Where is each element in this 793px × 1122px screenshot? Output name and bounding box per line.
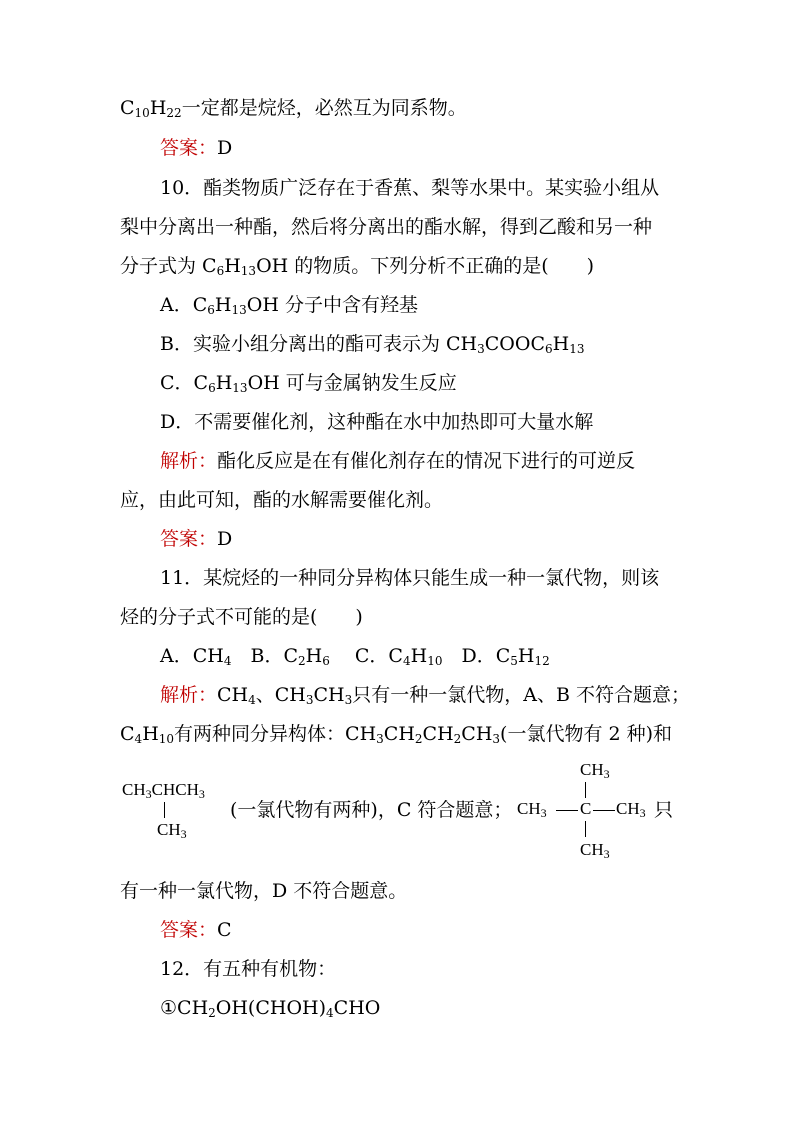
- answer-value: D: [217, 137, 233, 159]
- structure-right: $CH_3$: [616, 799, 646, 820]
- answer-value: D: [217, 528, 233, 550]
- question-11-text: 11．某烷烃的一种同分异构体只能生成一种一氯代物，则该: [160, 567, 660, 589]
- explanation-line: (一氯代物有两种)，C 符合题意；: [230, 799, 513, 821]
- option-b: B．实验小组分离出的酯可表示为 $CH_3COOC_6H_{13}$: [160, 333, 585, 356]
- answer-line: [160, 134, 232, 162]
- option-a: A．$C_6H_{13}OH$ 分子中含有羟基: [160, 294, 418, 317]
- option-d: D．不需要催化剂，这种酯在水中加热即可大量水解: [160, 411, 594, 433]
- question-10-text: 分子式为 $C_6H_{13}OH$ 的物质。下列分析不正确的是( ): [120, 255, 595, 278]
- answer-label: 答案：: [160, 137, 218, 159]
- answer-line: [160, 525, 232, 553]
- bond-line: [556, 810, 578, 811]
- structure-left: $CH_3$: [517, 799, 547, 820]
- question-10-text: 梨中分离出一种酯，然后将分离出的酯水解，得到乙酸和另一种: [120, 216, 653, 238]
- explanation-line: 解析：酯化反应是在有催化剂存在的情况下进行的可逆反: [160, 450, 636, 472]
- bond-line: [593, 810, 615, 811]
- structure-tail: 只: [654, 799, 674, 821]
- answer-label: 答案：: [160, 528, 218, 550]
- explanation-line: $C_4H_{10}$有两种同分异构体：$CH_3CH_2CH_2CH_3$(一氯代物有 2 种)和: [120, 723, 673, 746]
- question-10-text: 10．酯类物质广泛存在于香蕉、梨等水果中。某实验小组从: [160, 177, 660, 199]
- structure-top: $CH_3$: [580, 760, 610, 781]
- structure-bottom: $CH_3$: [580, 840, 610, 861]
- bond-line: [585, 821, 586, 837]
- answer-value: C: [217, 919, 232, 941]
- structure-bottom: $CH_3$: [157, 820, 187, 841]
- bond-line: [585, 782, 586, 798]
- question-11-options: A．$CH_4$ B．$C_2H_6$ C．$C_4H_{10}$ D．$C_5H_{12}$: [160, 645, 550, 668]
- question-11-text: 烃的分子式不可能的是( ): [120, 606, 363, 628]
- explanation-label: 解析：: [160, 450, 218, 472]
- explanation-line: 解析：$CH_4$、$CH_3CH_3$只有一种一氯代物，A、B 不符合题意；: [160, 684, 690, 707]
- bond-line: [164, 802, 165, 818]
- question-12-text: 12．有五种有机物：: [160, 958, 337, 980]
- explanation-line: 应，由此可知，酯的水解需要催化剂。: [120, 489, 444, 511]
- structure-center: C: [580, 799, 592, 818]
- answer-label: 答案：: [160, 919, 218, 941]
- explanation-label: 解析：: [160, 684, 218, 706]
- answer-line: [160, 916, 232, 944]
- option-c: C．$C_6H_{13}OH$ 可与金属钠发生反应: [160, 372, 457, 395]
- explanation-line: 有一种一氯代物，D 不符合题意。: [120, 880, 408, 902]
- structure-top: $CH_3CHCH_3$: [122, 780, 205, 801]
- text-line: $C_{10}H_{22}$一定都是烷烃，必然互为同系物。: [120, 97, 467, 120]
- question-12-item: $①CH_2OH(CHOH)_4CHO$: [160, 997, 381, 1020]
